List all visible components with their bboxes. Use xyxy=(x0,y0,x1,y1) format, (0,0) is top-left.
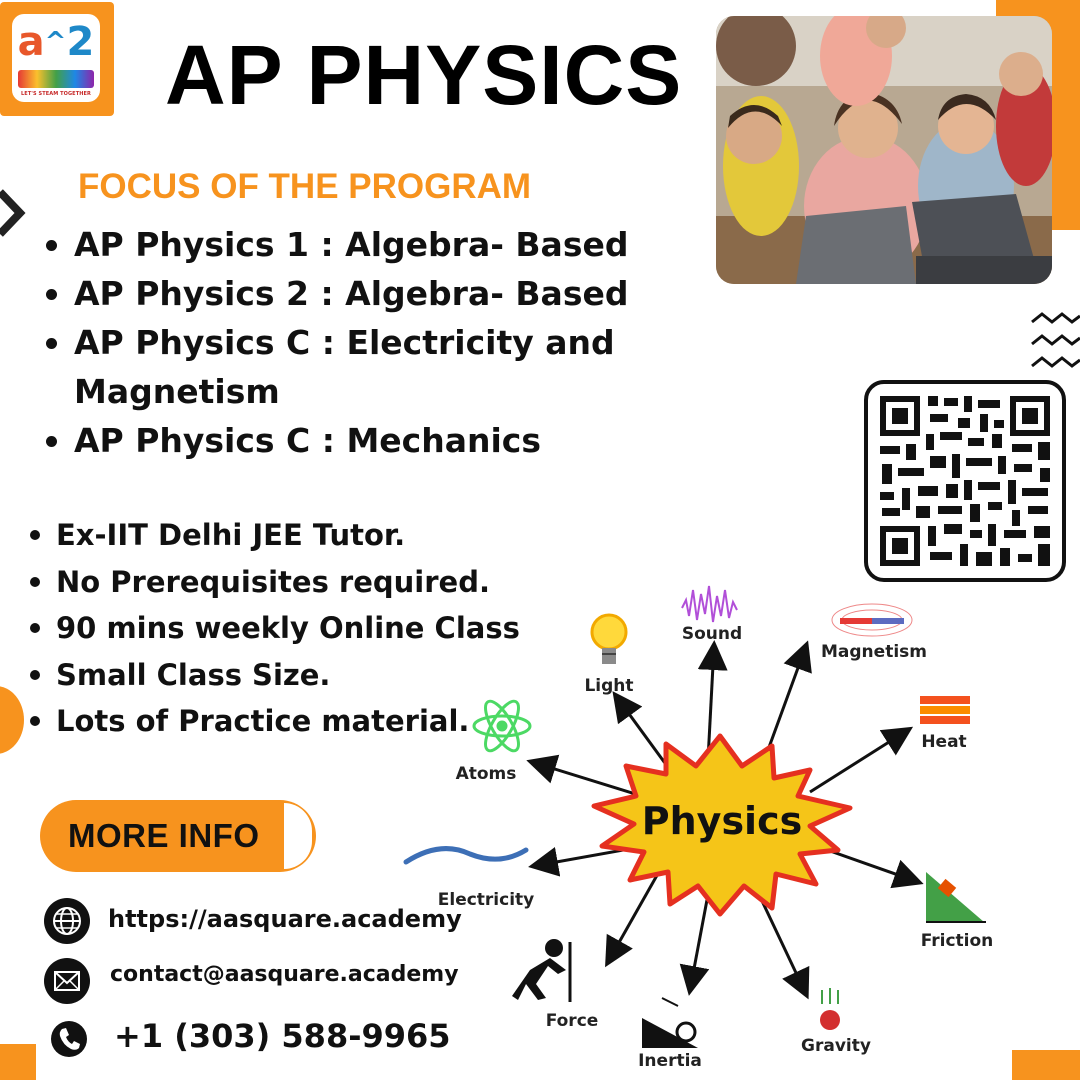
list-item: 90 mins weekly Online Class xyxy=(26,605,586,652)
topic-friction: Friction xyxy=(920,931,994,951)
button-accent xyxy=(284,803,312,869)
topic-inertia: Inertia xyxy=(638,1051,702,1071)
friction-incline-icon xyxy=(926,872,986,922)
list-item: AP Physics C : Electricity and Magnetism xyxy=(40,318,640,416)
arrow-light xyxy=(616,696,670,770)
apple-icon xyxy=(820,988,840,1030)
topic-light: Light xyxy=(584,676,634,696)
logo-strip xyxy=(18,70,94,88)
more-info-button[interactable] xyxy=(40,800,316,872)
list-item: No Prerequisites required. xyxy=(26,559,586,606)
physics-mindmap xyxy=(380,560,1040,1080)
logo-mark: a^2 xyxy=(17,19,95,65)
brand-logo[interactable] xyxy=(0,2,114,116)
sound-wave-icon xyxy=(682,586,737,622)
topic-electricity: Electricity xyxy=(437,890,535,910)
physics-center-label: Physics xyxy=(641,799,803,843)
students-photo xyxy=(716,16,1052,284)
corner-decoration-bottom-left xyxy=(0,1044,36,1080)
phone-icon xyxy=(48,1018,90,1060)
list-item: Small Class Size. xyxy=(26,652,586,699)
magnet-icon xyxy=(832,604,912,636)
email-link[interactable]: contact@aasquare.academy xyxy=(110,962,459,987)
pushing-person-icon xyxy=(512,939,570,1002)
cable-icon xyxy=(406,849,526,862)
list-item: AP Physics 2 : Algebra- Based xyxy=(40,269,640,318)
inertia-icon xyxy=(642,998,698,1048)
focus-heading: FOCUS OF THE PROGRAM xyxy=(78,167,532,206)
arrow-force xyxy=(608,870,660,962)
qr-code[interactable] xyxy=(864,380,1066,582)
mail-icon xyxy=(44,958,90,1004)
globe-icon xyxy=(44,898,90,944)
phone-number[interactable]: +1 (303) 588-9965 xyxy=(114,1017,451,1055)
chevron-right-icon xyxy=(0,188,26,238)
atom-icon xyxy=(474,697,530,755)
list-item: AP Physics C : Mechanics xyxy=(40,416,640,465)
page-title: AP PHYSICS xyxy=(165,28,683,122)
topic-force: Force xyxy=(545,1011,599,1031)
arrow-heat xyxy=(810,730,908,792)
program-list xyxy=(40,220,640,465)
zigzag-decoration xyxy=(1030,308,1080,374)
website-link[interactable]: https://aasquare.academy xyxy=(108,905,462,933)
list-item: Ex-IIT Delhi JEE Tutor. xyxy=(26,512,586,559)
list-item: Lots of Practice material. xyxy=(26,698,586,745)
more-info-label: MORE INFO xyxy=(68,817,260,854)
arrow-magnetism xyxy=(768,646,806,750)
topic-magnetism: Magnetism xyxy=(821,642,927,662)
heat-icon xyxy=(920,696,970,724)
logo-tagline: LET'S STEAM TOGETHER xyxy=(21,91,91,97)
topic-heat: Heat xyxy=(921,732,967,752)
topic-sound: Sound xyxy=(681,624,743,644)
side-decoration-left xyxy=(0,686,24,754)
topic-atoms: Atoms xyxy=(455,764,517,784)
topic-gravity: Gravity xyxy=(801,1036,871,1056)
lightbulb-icon xyxy=(592,615,626,664)
list-item: AP Physics 1 : Algebra- Based xyxy=(40,220,640,269)
